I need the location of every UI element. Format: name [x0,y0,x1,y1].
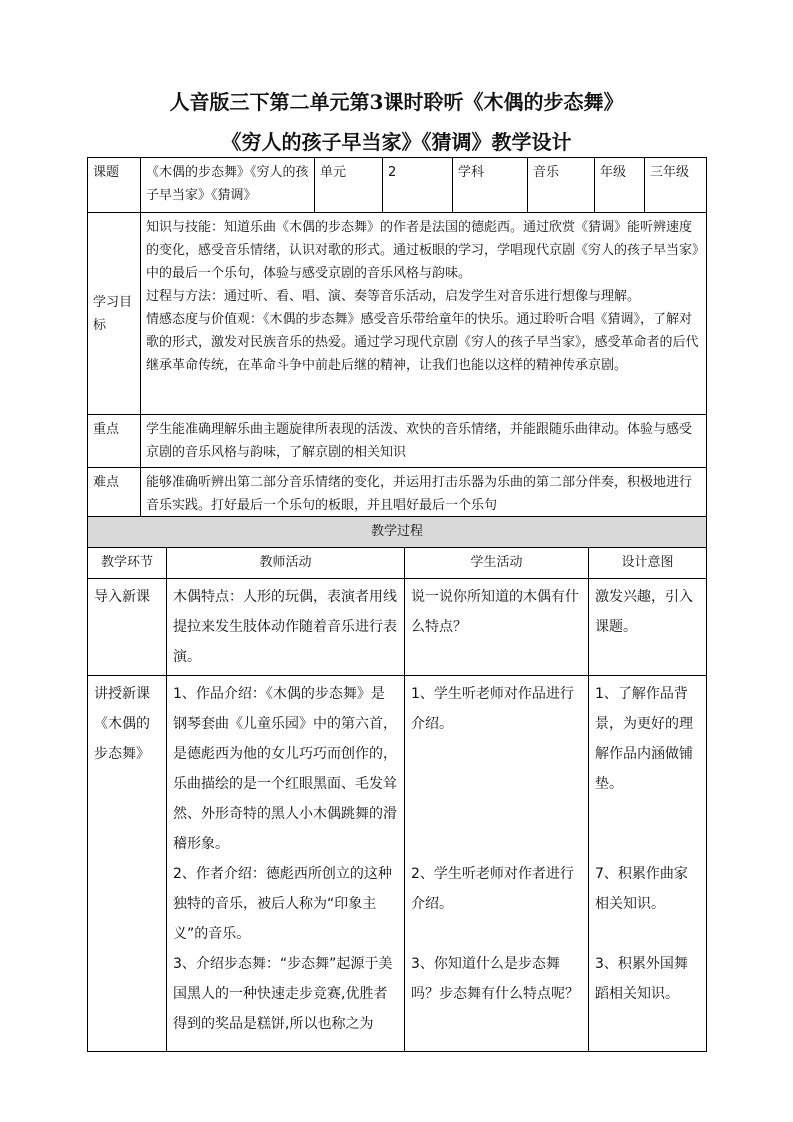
design-intent-cell [589,676,707,1052]
design-intent-item: 激发兴趣，引入课题。 [595,589,693,635]
process-row-intro [88,579,707,676]
grade-value: 三年级 [645,158,707,213]
col-intent-header: 设计意图 [589,548,707,579]
topic-label: 课题 [88,158,141,213]
teacher-activity-cell [167,676,405,1052]
goals-label: 学习目标 [88,213,141,415]
key-point-value: 学生能准确理解乐曲主题旋律所表现的活泼、欢快的音乐情绪，并能跟随乐曲律动。体验与感受京剧的音乐风格与韵味，了解京剧的相关知识 [141,415,707,468]
process-header: 教学过程 [88,517,707,548]
process-row-new-lesson [88,676,707,1052]
goal-process: 过程与方法：通过听、看、唱、演、奏等音乐活动，启发学生对音乐进行想像与理解。 [146,289,641,304]
unit-label: 单元 [315,158,383,213]
student-activity-cell [405,676,589,1052]
student-activity-item: 3、你知道什么是步态舞吗？步态舞有什么特点呢？ [411,956,579,1002]
difficulty-row [88,468,707,521]
design-intent-item: 7、积累作曲家相关知识。 [595,866,688,912]
col-student-header: 学生活动 [405,548,589,579]
process-column-headers [88,548,707,579]
topic-row [88,158,707,213]
design-intent-item: 1、了解作品背景，为更好的理解作品内涵做铺垫。 [595,686,693,792]
goal-attitude: 情感态度与价值观：《木偶的步态舞》感受音乐带给童年的快乐。通过聆听合唱《猜调》，了解对歌的形式，激发对民族音乐的热爱。通过学习现代京剧《穷人的孩子早当家》，感受革命者的后代继承革命传统，在革命斗争中前赴后继的精神，让我们也能以这样的精神传承京剧。 [146,312,699,373]
teacher-activity-item: 2、作者介绍：德彪西所创立的这种独特的音乐，被后人称为“印象主义”的音乐。 [173,866,392,942]
subject-value: 音乐 [528,158,595,213]
subject-label: 学科 [453,158,528,213]
teacher-activity-item: 3、介绍步态舞：“步态舞”起源于美国黑人的一种快速走步竞赛,优胜者得到的奖品是糕饼,所以也称之为 [173,956,393,1032]
process-header-row [88,517,707,548]
unit-value: 2 [383,158,453,213]
design-intent-item: 3、积累外国舞蹈相关知识。 [595,956,688,1002]
goals-content [141,213,707,415]
goals-row [88,213,707,415]
design-intent-cell [589,579,707,676]
col-stage-header: 教学环节 [88,548,167,579]
goal-knowledge: 知识与技能：知道乐曲《木偶的步态舞》的作者是法国的德彪西。通过欣赏《猜调》能听辨速度的变化，感受音乐情绪，认识对歌的形式。通过板眼的学习，学唱现代京剧《穷人的孩子早当家》中的最后一个乐句，体验与感受京剧的音乐风格与韵味。 [146,220,699,281]
teacher-activity-item: 1、作品介绍：《木偶的步态舞》是钢琴套曲《儿童乐园》中的第六首，是德彪西为他的女儿巧巧而创作的，乐曲描绘的是一个红眼黑面、毛发耸然、外形奇特的黑人小木偶跳舞的滑稽形象。 [173,686,397,852]
col-teacher-header: 教师活动 [167,548,405,579]
stage-cell: 导入新课 [88,579,167,676]
student-activity-item: 2、学生听老师对作者进行介绍。 [411,866,574,912]
stage-cell: 讲授新课《木偶的步态舞》 [88,676,167,1052]
difficulty-label: 难点 [88,468,141,521]
difficulty-value: 能够准确听辨出第二部分音乐情绪的变化，并运用打击乐器为乐曲的第二部分伴奏，积极地进行音乐实践。打好最后一个乐句的板眼，并且唱好最后一个乐句 [141,468,707,521]
student-activity-item: 1、学生听老师对作品进行介绍。 [411,686,574,732]
teaching-process-table [87,516,707,1052]
key-point-row [88,415,707,468]
teacher-activity-item: 木偶特点：人形的玩偶，表演者用线提拉来发生肢体动作随着音乐进行表演。 [173,589,397,665]
lesson-info-table [87,157,707,521]
key-point-label: 重点 [88,415,141,468]
student-activity-item: 说一说你所知道的木偶有什么特点？ [411,589,579,635]
student-activity-cell [405,579,589,676]
topic-value: 《木偶的步态舞》《穷人的孩子早当家》《猜调》 [141,158,315,213]
teacher-activity-cell [167,579,405,676]
document-title-line-2: 《穷人的孩子早当家》《猜调》教学设计 [221,130,572,154]
grade-label: 年级 [595,158,645,213]
document-title-line-1: 人音版三下第二单元第3课时聆听《木偶的步态舞》 [169,90,624,114]
